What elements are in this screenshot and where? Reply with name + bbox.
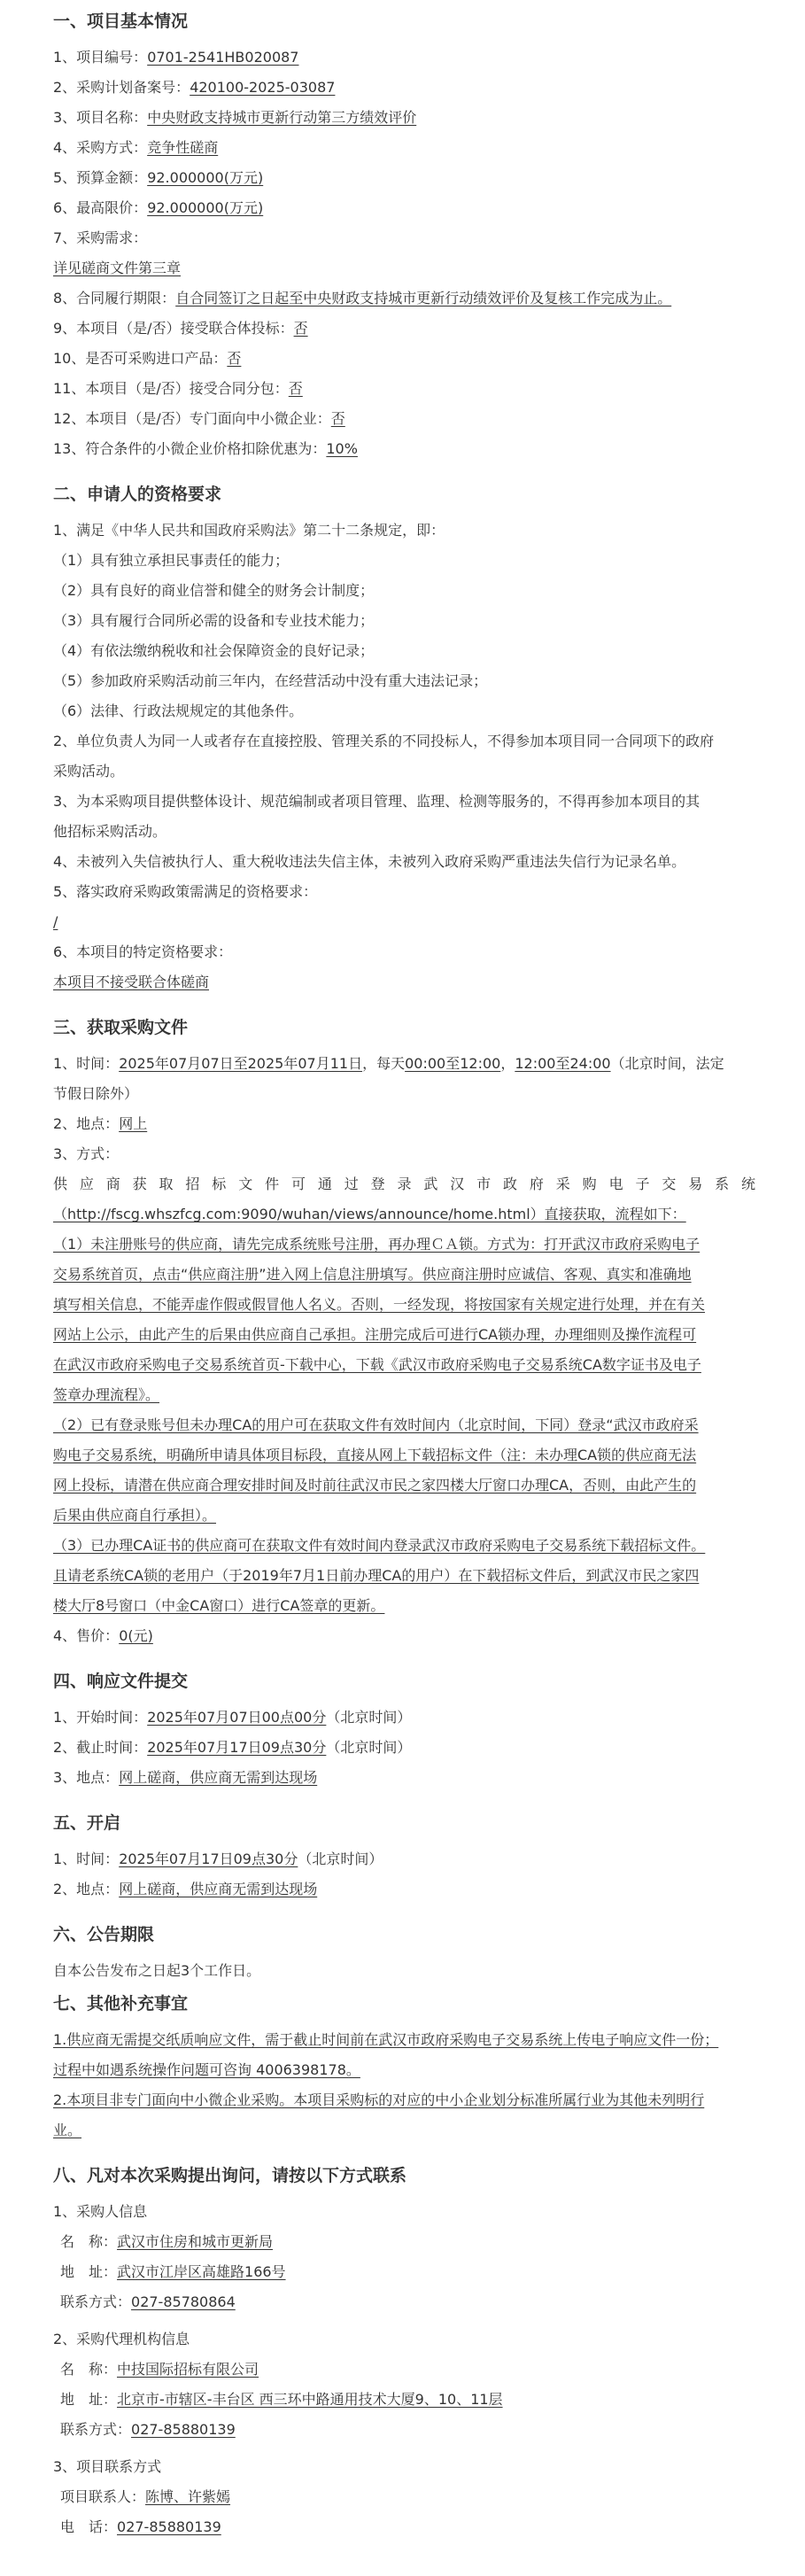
notice-period-text: 自本公告发布之日起3个工作日。: [53, 1962, 261, 1979]
open-time-tz: （北京时间）: [298, 1851, 383, 1867]
obtain-time-mid: ，每天: [362, 1055, 406, 1072]
section-1-title: 一、项目基本情况: [53, 12, 189, 31]
purchaser-tel-line: [53, 2287, 755, 2317]
qualification-6: 6、本项目的特定资格要求：: [53, 943, 233, 960]
open-place-value: 网上磋商，供应商无需到达现场: [119, 1881, 318, 1897]
basic-info-value: 否: [227, 350, 242, 367]
obtain-step-line: 后果由供应商自行承担）。: [53, 1507, 217, 1524]
contact-tel-label: 电 话：: [60, 2518, 118, 2535]
basic-info-label: 7、采购需求：: [53, 229, 148, 246]
basic-info-label: 12、本项目（是/否）专门面向中小微企业：: [53, 410, 331, 427]
obtain-step-line: 网上投标，请潜在供应商合理安排时间及时前往武汉市民之家四楼大厅窗口办理CA，否则，由此产生的: [53, 1477, 697, 1494]
other-matters-4: 业。: [53, 2122, 82, 2138]
basic-info-item: [53, 374, 755, 404]
qualification-5-value: /: [53, 913, 58, 930]
obtain-step-line: （1）未注册账号的供应商，请先完成系统账号注册，再办理ＣＡ锁。方式为：打开武汉市政府采购电子: [53, 1236, 701, 1253]
section-8-title: 八、凡对本次采购提出询问，请按以下方式联系: [53, 2166, 407, 2185]
obtain-method-label: 3、方式：: [53, 1145, 120, 1162]
purchaser-address-line: [53, 2257, 755, 2287]
qualification-6-value: 本项目不接受联合体磋商: [53, 974, 210, 990]
submit-place-value: 网上磋商，供应商无需到达现场: [119, 1769, 318, 1786]
basic-info-item: [53, 253, 755, 283]
obtain-step-line: 交易系统首页，点击“供应商注册”进入网上信息注册填写。供应商注册时应诚信、客观、真实和准确地: [53, 1266, 692, 1283]
price-label: 4、售价：: [53, 1627, 120, 1644]
section-1-list: [53, 43, 755, 464]
obtain-step-line: 楼大厅8号窗口（中金CA窗口）进行CA签章的更新。: [53, 1597, 385, 1614]
price-value: 0(元): [119, 1627, 153, 1644]
basic-info-value: 否: [293, 320, 308, 337]
basic-info-label: 10、是否可采购进口产品：: [53, 350, 228, 367]
basic-info-item: [53, 133, 755, 163]
agency-tel-label: 联系方式：: [60, 2421, 132, 2438]
purchaser-name-label: 名 称：: [60, 2233, 118, 2250]
submit-place-label: 3、地点：: [53, 1769, 120, 1786]
contact-person: 陈博、许紫嫣: [145, 2488, 231, 2505]
obtain-time-value: 2025年07月07日至2025年07月11日: [119, 1055, 363, 1072]
basic-info-label: 11、本项目（是/否）接受合同分包：: [53, 380, 289, 397]
basic-info-value: 竞争性磋商: [147, 139, 219, 156]
purchaser-name-line: [53, 2227, 755, 2257]
obtain-method-url[interactable]: （http://fscg.whszfcg.com:9090/wuhan/views/announce/home.html）直接获取，流程如下：: [53, 1206, 686, 1222]
basic-info-value: 否: [330, 410, 345, 427]
basic-info-value: 中央财政支持城市更新行动第三方绩效评价: [147, 109, 417, 126]
basic-info-item: [53, 163, 755, 193]
basic-info-item: [53, 283, 755, 314]
obtain-time-tail2: 节假日除外）: [53, 1085, 139, 1102]
agency-title: 2、采购代理机构信息: [53, 2331, 190, 2347]
submit-start-value: 2025年07月07日00点00分: [147, 1709, 327, 1726]
agency-name-label: 名 称：: [60, 2361, 118, 2378]
obtain-method-1a: 供应商获取招标文件可通过登录武汉市政府采购电子交易系统: [53, 1175, 755, 1192]
obtain-time-am: 00:00至12:00: [405, 1055, 501, 1072]
purchaser-name: 武汉市住房和城市更新局: [117, 2233, 274, 2250]
agency-address-label: 地 址：: [60, 2391, 118, 2408]
basic-info-item: [53, 404, 755, 434]
purchaser-address-label: 地 址：: [60, 2263, 118, 2280]
qualification-intro: 1、满足《中华人民共和国政府采购法》第二十二条规定，即：: [53, 522, 445, 539]
qualification-3b: 他招标采购活动。: [53, 823, 167, 840]
basic-info-value: 详见磋商文件第三章: [53, 260, 182, 276]
contact-person-line: [53, 2482, 755, 2512]
basic-info-value: 10%: [326, 440, 358, 457]
basic-info-label: 6、最高限价：: [53, 199, 148, 216]
other-matters-2: 过程中如遇系统操作问题可咨询 4006398178。: [53, 2061, 360, 2078]
qualification-sub-item: （3）具有履行合同所必需的设备和专业技术能力；: [53, 612, 375, 629]
qualification-sub-item: （5）参加政府采购活动前三年内，在经营活动中没有重大违法记录；: [53, 672, 488, 689]
open-time-value: 2025年07月17日09点30分: [119, 1851, 298, 1867]
section-7-title: 七、其他补充事宜: [53, 1994, 189, 2013]
agency-address: 北京市-市辖区-丰台区 西三环中路通用技术大厦9、10、11层: [117, 2391, 503, 2408]
qualification-sub-item: （4）有依法缴纳税收和社会保障资金的良好记录；: [53, 642, 375, 659]
basic-info-value: 0701-2541HB020087: [147, 49, 299, 66]
agency-tel: 027-85880139: [131, 2421, 236, 2438]
purchaser-address: 武汉市江岸区高雄路166号: [117, 2263, 286, 2280]
basic-info-item: [53, 43, 755, 73]
other-matters-3: 2.本项目非专门面向中小微企业采购。本项目采购标的对应的中小企业划分标准所属行业为其他未列明行: [53, 2091, 705, 2108]
basic-info-label: 2、采购计划备案号：: [53, 79, 190, 96]
contact-tel-line: [53, 2512, 755, 2542]
submit-start-tz: （北京时间）: [326, 1709, 412, 1726]
section-2-title: 二、申请人的资格要求: [53, 485, 222, 504]
price-line: [53, 1621, 755, 1651]
basic-info-item: [53, 434, 755, 464]
basic-info-label: 4、采购方式：: [53, 139, 148, 156]
obtain-step-line: 且请老系统CA锁的老用户（于2019年7月1日前办理CA的用户）在下载招标文件后，到武汉市民之家四: [53, 1567, 700, 1584]
qualification-sub-item: （2）具有良好的商业信誉和健全的财务会计制度；: [53, 582, 375, 599]
obtain-place-label: 2、地点：: [53, 1115, 120, 1132]
basic-info-label: 3、项目名称：: [53, 109, 148, 126]
section-4-title: 四、响应文件提交: [53, 1672, 189, 1691]
qualification-sub-item: （1）具有独立承担民事责任的能力；: [53, 552, 290, 569]
qualification-sub-item: （6）法律、行政法规规定的其他条件。: [53, 702, 304, 719]
basic-info-label: 8、合同履行期限：: [53, 290, 176, 306]
basic-info-value: 92.000000(万元): [147, 169, 264, 186]
purchaser-title: 1、采购人信息: [53, 2203, 148, 2220]
qualification-sub-list: [53, 546, 755, 726]
submit-start-label: 1、开始时间：: [53, 1709, 148, 1726]
obtain-place-value: 网上: [119, 1115, 148, 1132]
qualification-5: 5、落实政府采购政策需满足的资格要求：: [53, 883, 318, 900]
obtain-step-line: 网站上公示，由此产生的后果由供应商自己承担。注册完成后可进行CA锁办理，办理细则及操作流程可: [53, 1326, 697, 1343]
qualification-4: 4、未被列入失信被执行人、重大税收违法失信主体，未被列入政府采购严重违法失信行为记录名单。: [53, 853, 686, 870]
qualification-3a: 3、为本采购项目提供整体设计、规范编制或者项目管理、监理、检测等服务的，不得再参加本项目的其: [53, 793, 701, 810]
contact-tel: 027-85880139: [117, 2518, 221, 2535]
agency-name-line: [53, 2355, 755, 2385]
basic-info-item: [53, 193, 755, 223]
basic-info-item: [53, 344, 755, 374]
purchaser-tel-label: 联系方式：: [60, 2293, 132, 2310]
basic-info-label: 1、项目编号：: [53, 49, 148, 66]
basic-info-label: 5、预算金额：: [53, 169, 148, 186]
obtain-step-line: （2）已有登录账号但未办理CA的用户可在获取文件有效时间内（北京时间，下同）登录“武汉市政府采: [53, 1416, 699, 1433]
open-time-label: 1、时间：: [53, 1851, 120, 1867]
submit-start-line: [53, 1703, 755, 1733]
obtain-step-line: 在武汉市政府采购电子交易系统首页-下载中心，下载《武汉市政府采购电子交易系统CA数字证书及电子: [53, 1356, 701, 1373]
open-place-label: 2、地点：: [53, 1881, 120, 1897]
basic-info-label: 13、符合条件的小微企业价格扣除优惠为：: [53, 440, 327, 457]
other-matters-1: 1.供应商无需提交纸质响应文件，需于截止时间前在武汉市政府采购电子交易系统上传电子响应文件一份；: [53, 2031, 719, 2048]
obtain-time-line: [53, 1049, 755, 1079]
submit-end-tz: （北京时间）: [326, 1739, 412, 1756]
basic-info-value: 否: [288, 380, 303, 397]
open-place-line: [53, 1874, 755, 1905]
basic-info-value: 自合同签订之日起至中央财政支持城市更新行动绩效评价及复核工作完成为止。: [175, 290, 672, 306]
obtain-step-line: 签章办理流程》。: [53, 1386, 160, 1403]
contact-title: 3、项目联系方式: [53, 2458, 162, 2475]
agency-tel-line: [53, 2415, 755, 2445]
basic-info-label: 9、本项目（是/否）接受联合体投标：: [53, 320, 294, 337]
section-5-title: 五、开启: [53, 1813, 121, 1833]
obtain-place-line: [53, 1109, 755, 1139]
agency-address-line: [53, 2385, 755, 2415]
basic-info-item: [53, 223, 755, 253]
section-3-title: 三、获取采购文件: [53, 1018, 189, 1037]
purchaser-tel: 027-85780864: [131, 2293, 236, 2310]
obtain-step-1: [53, 1230, 755, 1410]
obtain-time-label: 1、时间：: [53, 1055, 120, 1072]
agency-name: 中技国际招标有限公司: [117, 2361, 259, 2378]
open-time-line: [53, 1844, 755, 1874]
basic-info-item: [53, 314, 755, 344]
contact-person-label: 项目联系人：: [60, 2488, 146, 2505]
submit-end-line: [53, 1733, 755, 1763]
obtain-time-pm: 12:00至24:00: [515, 1055, 611, 1072]
basic-info-value: 92.000000(万元): [147, 199, 264, 216]
obtain-step-3: [53, 1531, 755, 1621]
qualification-2b: 采购活动。: [53, 763, 125, 780]
obtain-time-sep: ，: [500, 1055, 515, 1072]
basic-info-item: [53, 73, 755, 103]
qualification-2a: 2、单位负责人为同一人或者存在直接控股、管理关系的不同投标人，不得参加本项目同一合同项下的政府: [53, 733, 715, 749]
submit-end-label: 2、截止时间：: [53, 1739, 148, 1756]
obtain-step-line: （3）已办理CA证书的供应商可在获取文件有效时间内登录武汉市政府采购电子交易系统下载招标文件。: [53, 1537, 706, 1554]
obtain-step-line: 购电子交易系统，明确所申请具体项目标段，直接从网上下载招标文件（注：未办理CA锁的供应商无法: [53, 1447, 697, 1463]
submit-end-value: 2025年07月17日09点30分: [147, 1739, 327, 1756]
obtain-step-2: [53, 1410, 755, 1531]
submit-place-line: [53, 1763, 755, 1793]
section-6-title: 六、公告期限: [53, 1925, 155, 1944]
basic-info-value: 420100-2025-03087: [190, 79, 336, 96]
basic-info-item: [53, 103, 755, 133]
obtain-time-tail: （北京时间，法定: [610, 1055, 724, 1072]
obtain-step-line: 填写相关信息，不能弄虚作假或假冒他人名义。否则，一经发现，将按国家有关规定进行处理，并在有关: [53, 1296, 706, 1313]
